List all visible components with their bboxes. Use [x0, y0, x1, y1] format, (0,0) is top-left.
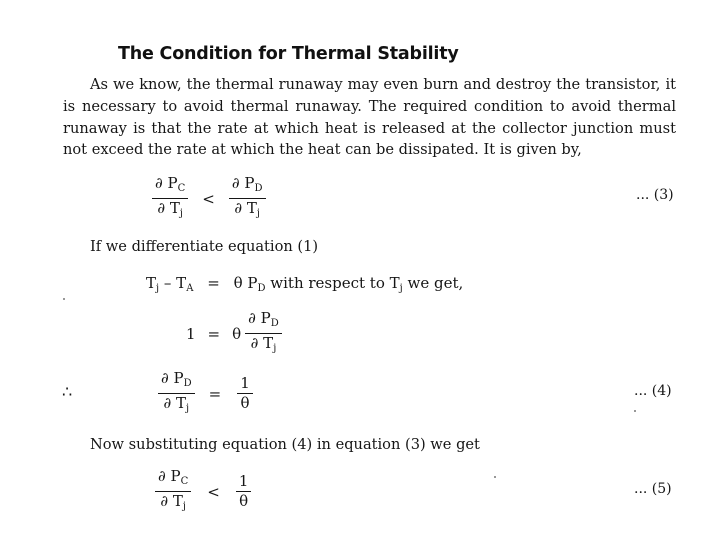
- equation-5: $\frac{\partial P_C}{\partial T_j}$ < $\frac{1}{\theta}$: [155, 467, 251, 516]
- differentiate-text: If we differentiate equation (1): [90, 238, 319, 255]
- fraction-one-over-theta: [237, 374, 253, 413]
- scan-speck: [634, 410, 636, 412]
- equation-number-4: ... (4): [634, 383, 672, 399]
- fraction-dpc-dtj: [152, 174, 188, 223]
- equation-differentiate: $T_j - T_A = \theta$ $P_D$ with respect to $T_j$ we get,: [146, 274, 464, 294]
- numerator: 1: [240, 374, 250, 392]
- therefore-symbol: ∴: [62, 382, 73, 401]
- less-than-operator: <: [202, 189, 215, 208]
- denominator: ∂ $T_j$: [250, 334, 277, 354]
- fraction-dpd-dtj: [158, 369, 195, 418]
- numerator: ∂ $P_C$: [155, 174, 186, 194]
- numerator: ∂ $P_D$: [161, 369, 192, 389]
- equation-number-3: ... (3): [636, 187, 674, 203]
- fraction-one-over-theta: [236, 472, 252, 511]
- equation-one: 1 = θ $\frac{\partial P_D}{\partial T_j}$: [186, 309, 282, 358]
- scan-speck: [494, 476, 496, 478]
- scan-speck: [63, 298, 65, 300]
- numerator: ∂ $P_D$: [231, 174, 263, 194]
- substitute-text: Now substituting equation (4) in equation (3) we get: [90, 436, 480, 453]
- numerator: 1: [238, 472, 249, 490]
- fraction-dpd-dtj: [245, 309, 282, 358]
- denominator: θ: [239, 492, 249, 510]
- denominator: ∂ $T_j$: [163, 394, 190, 414]
- equation-number-5: ... (5): [634, 481, 672, 497]
- denominator: ∂ $T_j$: [160, 492, 186, 512]
- numerator: ∂ $P_C$: [158, 467, 189, 487]
- denominator: ∂ $T_j$: [234, 199, 260, 219]
- denominator: ∂ $T_j$: [157, 199, 183, 219]
- equation-3: [152, 174, 266, 223]
- intro-paragraph: As we know, the thermal runaway may even burn and destroy the transistor, it is necessary to avoid thermal runaway. The required condition to avoid thermal runaway is that the rate at which heat is released at the collector junction must not exceed the rate at which the heat can be dissipated. It is given by,: [63, 76, 676, 159]
- section-title: The Condition for Thermal Stability: [118, 44, 459, 64]
- numerator: ∂ $P_D$: [248, 309, 279, 329]
- fraction-dpc-dtj: [155, 467, 191, 516]
- denominator: θ: [240, 394, 250, 412]
- fraction-dpd-dtj: [229, 174, 266, 223]
- equation-4: $\frac{\partial P_D}{\partial T_j}$ = $\frac{1}{\theta}$: [158, 369, 253, 418]
